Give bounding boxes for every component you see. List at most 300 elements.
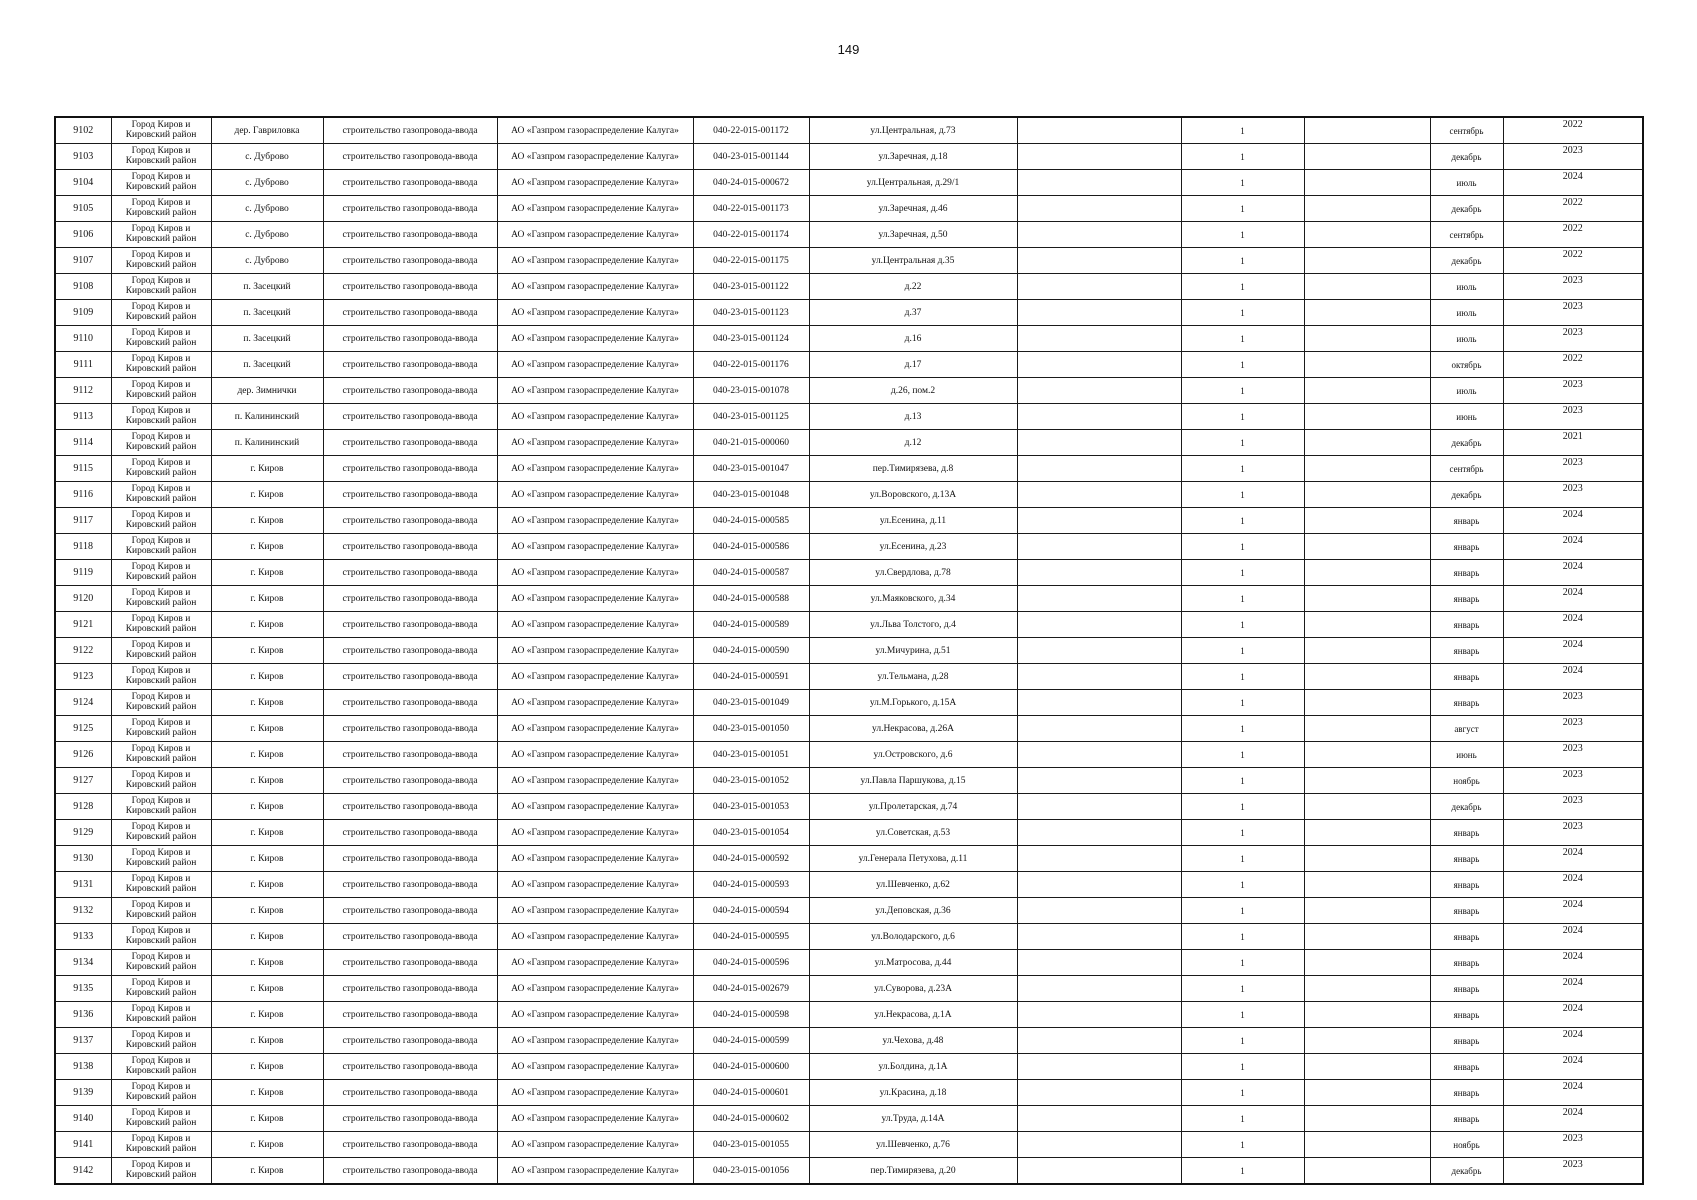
object-code-cell: 040-22-015-001172 — [693, 117, 809, 144]
municipality-cell: Город Киров и Кировский район — [111, 352, 211, 378]
municipality-cell: Город Киров и Кировский район — [111, 612, 211, 638]
organization-cell: АО «Газпром газораспределение Калуга» — [497, 482, 693, 508]
municipality-cell: Город Киров и Кировский район — [111, 404, 211, 430]
quantity-cell: 1 — [1181, 820, 1304, 846]
work-type-cell: строительство газопровода-ввода — [323, 274, 497, 300]
row-number-cell: 9129 — [55, 820, 111, 846]
year-cell: 2024 — [1503, 976, 1643, 1002]
address-cell: ул.Центральная, д.73 — [809, 117, 1017, 144]
work-type-cell: строительство газопровода-ввода — [323, 768, 497, 794]
table-row — [55, 1158, 1643, 1185]
table-row — [55, 612, 1643, 638]
month-cell: январь — [1430, 898, 1503, 924]
object-code-cell: 040-24-015-000595 — [693, 924, 809, 950]
organization-cell: АО «Газпром газораспределение Калуга» — [497, 872, 693, 898]
empty-cell — [1017, 170, 1181, 196]
row-number-cell: 9135 — [55, 976, 111, 1002]
object-code-cell: 040-23-015-001047 — [693, 456, 809, 482]
empty-cell — [1017, 300, 1181, 326]
municipality-cell: Город Киров и Кировский район — [111, 664, 211, 690]
month-cell: июль — [1430, 326, 1503, 352]
row-number-cell: 9120 — [55, 586, 111, 612]
work-type-cell: строительство газопровода-ввода — [323, 170, 497, 196]
object-code-cell: 040-23-015-001123 — [693, 300, 809, 326]
address-cell: ул.Болдина, д.1А — [809, 1054, 1017, 1080]
organization-cell: АО «Газпром газораспределение Калуга» — [497, 976, 693, 1002]
address-cell: пер.Тимирязева, д.8 — [809, 456, 1017, 482]
row-number-cell: 9116 — [55, 482, 111, 508]
municipality-cell: Город Киров и Кировский район — [111, 326, 211, 352]
settlement-cell: дер. Гавриловка — [211, 117, 323, 144]
work-type-cell: строительство газопровода-ввода — [323, 196, 497, 222]
row-number-cell: 9136 — [55, 1002, 111, 1028]
municipality-cell: Город Киров и Кировский район — [111, 1132, 211, 1158]
settlement-cell: г. Киров — [211, 794, 323, 820]
empty-cell — [1017, 1028, 1181, 1054]
month-cell: декабрь — [1430, 1158, 1503, 1185]
settlement-cell: с. Дуброво — [211, 222, 323, 248]
empty-cell — [1017, 742, 1181, 768]
municipality-cell: Город Киров и Кировский район — [111, 872, 211, 898]
month-cell: июнь — [1430, 742, 1503, 768]
settlement-cell: г. Киров — [211, 976, 323, 1002]
empty-cell — [1017, 482, 1181, 508]
settlement-cell: п. Калининский — [211, 430, 323, 456]
empty-cell — [1304, 794, 1430, 820]
address-cell: ул.Заречная, д.18 — [809, 144, 1017, 170]
month-cell: январь — [1430, 820, 1503, 846]
settlement-cell: г. Киров — [211, 1002, 323, 1028]
object-code-cell: 040-24-015-000598 — [693, 1002, 809, 1028]
address-cell: ул.Советская, д.53 — [809, 820, 1017, 846]
object-code-cell: 040-23-015-001048 — [693, 482, 809, 508]
empty-cell — [1017, 1002, 1181, 1028]
municipality-cell: Город Киров и Кировский район — [111, 950, 211, 976]
table-row — [55, 378, 1643, 404]
address-cell: д.12 — [809, 430, 1017, 456]
row-number-cell: 9127 — [55, 768, 111, 794]
settlement-cell: г. Киров — [211, 1158, 323, 1185]
empty-cell — [1017, 1132, 1181, 1158]
object-code-cell: 040-23-015-001050 — [693, 716, 809, 742]
object-code-cell: 040-23-015-001053 — [693, 794, 809, 820]
municipality-cell: Город Киров и Кировский район — [111, 482, 211, 508]
empty-cell — [1017, 924, 1181, 950]
row-number-cell: 9138 — [55, 1054, 111, 1080]
settlement-cell: г. Киров — [211, 638, 323, 664]
empty-cell — [1304, 950, 1430, 976]
organization-cell: АО «Газпром газораспределение Калуга» — [497, 1080, 693, 1106]
month-cell: январь — [1430, 508, 1503, 534]
empty-cell — [1017, 1080, 1181, 1106]
settlement-cell: п. Засецкий — [211, 300, 323, 326]
municipality-cell: Город Киров и Кировский район — [111, 638, 211, 664]
table-row — [55, 456, 1643, 482]
organization-cell: АО «Газпром газораспределение Калуга» — [497, 326, 693, 352]
quantity-cell: 1 — [1181, 586, 1304, 612]
table-row — [55, 820, 1643, 846]
address-cell: пер.Тимирязева, д.20 — [809, 1158, 1017, 1185]
organization-cell: АО «Газпром газораспределение Калуга» — [497, 456, 693, 482]
table-row — [55, 1028, 1643, 1054]
month-cell: июль — [1430, 170, 1503, 196]
empty-cell — [1304, 300, 1430, 326]
quantity-cell: 1 — [1181, 924, 1304, 950]
table-row — [55, 482, 1643, 508]
empty-cell — [1304, 170, 1430, 196]
empty-cell — [1304, 117, 1430, 144]
empty-cell — [1017, 846, 1181, 872]
object-code-cell: 040-24-015-002679 — [693, 976, 809, 1002]
table-row — [55, 1054, 1643, 1080]
empty-cell — [1017, 430, 1181, 456]
empty-cell — [1017, 117, 1181, 144]
address-cell: ул.Пролетарская, д.74 — [809, 794, 1017, 820]
month-cell: декабрь — [1430, 430, 1503, 456]
table-row — [55, 1106, 1643, 1132]
address-cell: ул.Чехова, д.48 — [809, 1028, 1017, 1054]
work-type-cell: строительство газопровода-ввода — [323, 560, 497, 586]
quantity-cell: 1 — [1181, 300, 1304, 326]
work-type-cell: строительство газопровода-ввода — [323, 976, 497, 1002]
quantity-cell: 1 — [1181, 1002, 1304, 1028]
empty-cell — [1304, 768, 1430, 794]
organization-cell: АО «Газпром газораспределение Калуга» — [497, 1002, 693, 1028]
municipality-cell: Город Киров и Кировский район — [111, 820, 211, 846]
month-cell: январь — [1430, 976, 1503, 1002]
quantity-cell: 1 — [1181, 378, 1304, 404]
row-number-cell: 9140 — [55, 1106, 111, 1132]
organization-cell: АО «Газпром газораспределение Калуга» — [497, 898, 693, 924]
page-number: 149 — [837, 42, 860, 57]
organization-cell: АО «Газпром газораспределение Калуга» — [497, 508, 693, 534]
empty-cell — [1304, 586, 1430, 612]
municipality-cell: Город Киров и Кировский район — [111, 1080, 211, 1106]
settlement-cell: г. Киров — [211, 1054, 323, 1080]
organization-cell: АО «Газпром газораспределение Калуга» — [497, 196, 693, 222]
table-row — [55, 1080, 1643, 1106]
address-cell: ул.Заречная, д.50 — [809, 222, 1017, 248]
year-cell: 2024 — [1503, 586, 1643, 612]
settlement-cell: г. Киров — [211, 482, 323, 508]
year-cell: 2024 — [1503, 1106, 1643, 1132]
municipality-cell: Город Киров и Кировский район — [111, 716, 211, 742]
year-cell: 2023 — [1503, 326, 1643, 352]
year-cell: 2024 — [1503, 872, 1643, 898]
object-code-cell: 040-24-015-000602 — [693, 1106, 809, 1132]
empty-cell — [1017, 326, 1181, 352]
table-row — [55, 117, 1643, 144]
address-cell: ул.Некрасова, д.1А — [809, 1002, 1017, 1028]
quantity-cell: 1 — [1181, 742, 1304, 768]
work-type-cell: строительство газопровода-ввода — [323, 638, 497, 664]
table-row — [55, 716, 1643, 742]
organization-cell: АО «Газпром газораспределение Калуга» — [497, 560, 693, 586]
work-type-cell: строительство газопровода-ввода — [323, 300, 497, 326]
quantity-cell: 1 — [1181, 222, 1304, 248]
row-number-cell: 9122 — [55, 638, 111, 664]
address-cell: ул.Красина, д.18 — [809, 1080, 1017, 1106]
municipality-cell: Город Киров и Кировский район — [111, 274, 211, 300]
object-code-cell: 040-23-015-001056 — [693, 1158, 809, 1185]
year-cell: 2024 — [1503, 950, 1643, 976]
municipality-cell: Город Киров и Кировский район — [111, 1054, 211, 1080]
work-type-cell: строительство газопровода-ввода — [323, 1080, 497, 1106]
object-code-cell: 040-24-015-000588 — [693, 586, 809, 612]
address-cell: ул.Труда, д.14А — [809, 1106, 1017, 1132]
month-cell: октябрь — [1430, 352, 1503, 378]
quantity-cell: 1 — [1181, 950, 1304, 976]
address-cell: д.26, пом.2 — [809, 378, 1017, 404]
month-cell: январь — [1430, 534, 1503, 560]
work-type-cell: строительство газопровода-ввода — [323, 404, 497, 430]
settlement-cell: г. Киров — [211, 664, 323, 690]
work-type-cell: строительство газопровода-ввода — [323, 1028, 497, 1054]
object-code-cell: 040-23-015-001078 — [693, 378, 809, 404]
month-cell: январь — [1430, 924, 1503, 950]
month-cell: январь — [1430, 872, 1503, 898]
object-code-cell: 040-24-015-000585 — [693, 508, 809, 534]
quantity-cell: 1 — [1181, 1106, 1304, 1132]
quantity-cell: 1 — [1181, 196, 1304, 222]
empty-cell — [1304, 560, 1430, 586]
empty-cell — [1304, 144, 1430, 170]
object-code-cell: 040-23-015-001124 — [693, 326, 809, 352]
empty-cell — [1304, 508, 1430, 534]
table-row — [55, 846, 1643, 872]
object-code-cell: 040-24-015-000601 — [693, 1080, 809, 1106]
municipality-cell: Город Киров и Кировский район — [111, 196, 211, 222]
object-code-cell: 040-24-015-000590 — [693, 638, 809, 664]
table-row — [55, 742, 1643, 768]
row-number-cell: 9137 — [55, 1028, 111, 1054]
year-cell: 2021 — [1503, 430, 1643, 456]
row-number-cell: 9103 — [55, 144, 111, 170]
object-code-cell: 040-24-015-000591 — [693, 664, 809, 690]
settlement-cell: п. Засецкий — [211, 326, 323, 352]
year-cell: 2024 — [1503, 898, 1643, 924]
quantity-cell: 1 — [1181, 1028, 1304, 1054]
table-row — [55, 534, 1643, 560]
object-code-cell: 040-24-015-000600 — [693, 1054, 809, 1080]
municipality-cell: Город Киров и Кировский район — [111, 768, 211, 794]
address-cell: ул.Павла Паршукова, д.15 — [809, 768, 1017, 794]
address-cell: ул.Некрасова, д.26А — [809, 716, 1017, 742]
address-cell: ул.Центральная, д.29/1 — [809, 170, 1017, 196]
organization-cell: АО «Газпром газораспределение Калуга» — [497, 638, 693, 664]
row-number-cell: 9124 — [55, 690, 111, 716]
settlement-cell: г. Киров — [211, 716, 323, 742]
empty-cell — [1017, 898, 1181, 924]
empty-cell — [1304, 1028, 1430, 1054]
settlement-cell: г. Киров — [211, 820, 323, 846]
year-cell: 2024 — [1503, 612, 1643, 638]
work-type-cell: строительство газопровода-ввода — [323, 586, 497, 612]
year-cell: 2024 — [1503, 1080, 1643, 1106]
quantity-cell: 1 — [1181, 144, 1304, 170]
month-cell: июль — [1430, 378, 1503, 404]
work-type-cell: строительство газопровода-ввода — [323, 690, 497, 716]
object-code-cell: 040-24-015-000594 — [693, 898, 809, 924]
address-cell: ул.М.Горького, д.15А — [809, 690, 1017, 716]
row-number-cell: 9133 — [55, 924, 111, 950]
table-row — [55, 274, 1643, 300]
empty-cell — [1017, 950, 1181, 976]
quantity-cell: 1 — [1181, 352, 1304, 378]
table-row — [55, 144, 1643, 170]
month-cell: январь — [1430, 1080, 1503, 1106]
organization-cell: АО «Газпром газораспределение Калуга» — [497, 144, 693, 170]
work-type-cell: строительство газопровода-ввода — [323, 1002, 497, 1028]
table-row — [55, 1002, 1643, 1028]
organization-cell: АО «Газпром газораспределение Калуга» — [497, 664, 693, 690]
organization-cell: АО «Газпром газораспределение Калуга» — [497, 690, 693, 716]
object-code-cell: 040-24-015-000672 — [693, 170, 809, 196]
municipality-cell: Город Киров и Кировский район — [111, 794, 211, 820]
empty-cell — [1017, 222, 1181, 248]
table-row — [55, 950, 1643, 976]
empty-cell — [1304, 716, 1430, 742]
work-type-cell: строительство газопровода-ввода — [323, 1158, 497, 1185]
work-type-cell: строительство газопровода-ввода — [323, 898, 497, 924]
year-cell: 2023 — [1503, 1158, 1643, 1185]
municipality-cell: Город Киров и Кировский район — [111, 222, 211, 248]
organization-cell: АО «Газпром газораспределение Калуга» — [497, 300, 693, 326]
settlement-cell: с. Дуброво — [211, 248, 323, 274]
row-number-cell: 9105 — [55, 196, 111, 222]
address-cell: ул.Мичурина, д.51 — [809, 638, 1017, 664]
row-number-cell: 9121 — [55, 612, 111, 638]
year-cell: 2024 — [1503, 924, 1643, 950]
row-number-cell: 9109 — [55, 300, 111, 326]
month-cell: ноябрь — [1430, 1132, 1503, 1158]
quantity-cell: 1 — [1181, 638, 1304, 664]
settlement-cell: г. Киров — [211, 1132, 323, 1158]
month-cell: август — [1430, 716, 1503, 742]
settlement-cell: г. Киров — [211, 560, 323, 586]
row-number-cell: 9111 — [55, 352, 111, 378]
month-cell: январь — [1430, 1054, 1503, 1080]
address-cell: д.17 — [809, 352, 1017, 378]
object-code-cell: 040-23-015-001125 — [693, 404, 809, 430]
month-cell: ноябрь — [1430, 768, 1503, 794]
table-row — [55, 690, 1643, 716]
settlement-cell: дер. Зимнички — [211, 378, 323, 404]
empty-cell — [1017, 248, 1181, 274]
municipality-cell: Город Киров и Кировский район — [111, 508, 211, 534]
quantity-cell: 1 — [1181, 482, 1304, 508]
settlement-cell: г. Киров — [211, 456, 323, 482]
municipality-cell: Город Киров и Кировский район — [111, 1158, 211, 1185]
year-cell: 2023 — [1503, 300, 1643, 326]
row-number-cell: 9126 — [55, 742, 111, 768]
settlement-cell: п. Калининский — [211, 404, 323, 430]
empty-cell — [1304, 898, 1430, 924]
municipality-cell: Город Киров и Кировский район — [111, 742, 211, 768]
address-cell: ул.Маяковского, д.34 — [809, 586, 1017, 612]
year-cell: 2022 — [1503, 248, 1643, 274]
empty-cell — [1017, 690, 1181, 716]
year-cell: 2024 — [1503, 1054, 1643, 1080]
month-cell: июль — [1430, 274, 1503, 300]
address-cell: д.22 — [809, 274, 1017, 300]
table-row — [55, 560, 1643, 586]
month-cell: январь — [1430, 1028, 1503, 1054]
municipality-cell: Город Киров и Кировский район — [111, 1106, 211, 1132]
quantity-cell: 1 — [1181, 534, 1304, 560]
object-code-cell: 040-24-015-000599 — [693, 1028, 809, 1054]
address-cell: ул.Островского, д.6 — [809, 742, 1017, 768]
empty-cell — [1017, 508, 1181, 534]
empty-cell — [1304, 274, 1430, 300]
empty-cell — [1017, 794, 1181, 820]
row-number-cell: 9119 — [55, 560, 111, 586]
table-body — [55, 117, 1643, 1184]
empty-cell — [1017, 586, 1181, 612]
settlement-cell: г. Киров — [211, 690, 323, 716]
year-cell: 2023 — [1503, 404, 1643, 430]
municipality-cell: Город Киров и Кировский район — [111, 300, 211, 326]
work-type-cell: строительство газопровода-ввода — [323, 1106, 497, 1132]
municipality-cell: Город Киров и Кировский район — [111, 378, 211, 404]
table-row — [55, 924, 1643, 950]
year-cell: 2024 — [1503, 560, 1643, 586]
row-number-cell: 9118 — [55, 534, 111, 560]
row-number-cell: 9108 — [55, 274, 111, 300]
municipality-cell: Город Киров и Кировский район — [111, 456, 211, 482]
municipality-cell: Город Киров и Кировский район — [111, 170, 211, 196]
year-cell: 2023 — [1503, 378, 1643, 404]
address-cell: д.13 — [809, 404, 1017, 430]
month-cell: январь — [1430, 586, 1503, 612]
month-cell: январь — [1430, 690, 1503, 716]
work-type-cell: строительство газопровода-ввода — [323, 716, 497, 742]
row-number-cell: 9102 — [55, 117, 111, 144]
empty-cell — [1304, 534, 1430, 560]
object-code-cell: 040-22-015-001173 — [693, 196, 809, 222]
quantity-cell: 1 — [1181, 508, 1304, 534]
organization-cell: АО «Газпром газораспределение Калуга» — [497, 222, 693, 248]
row-number-cell: 9141 — [55, 1132, 111, 1158]
object-code-cell: 040-23-015-001049 — [693, 690, 809, 716]
empty-cell — [1017, 144, 1181, 170]
row-number-cell: 9134 — [55, 950, 111, 976]
year-cell: 2024 — [1503, 664, 1643, 690]
year-cell: 2023 — [1503, 794, 1643, 820]
empty-cell — [1017, 378, 1181, 404]
empty-cell — [1017, 196, 1181, 222]
settlement-cell: г. Киров — [211, 534, 323, 560]
work-type-cell: строительство газопровода-ввода — [323, 222, 497, 248]
table-row — [55, 196, 1643, 222]
row-number-cell: 9106 — [55, 222, 111, 248]
quantity-cell: 1 — [1181, 716, 1304, 742]
row-number-cell: 9113 — [55, 404, 111, 430]
empty-cell — [1017, 872, 1181, 898]
year-cell: 2024 — [1503, 638, 1643, 664]
table-row — [55, 404, 1643, 430]
empty-cell — [1304, 1158, 1430, 1185]
month-cell: январь — [1430, 560, 1503, 586]
empty-cell — [1304, 1106, 1430, 1132]
object-code-cell: 040-23-015-001122 — [693, 274, 809, 300]
empty-cell — [1017, 976, 1181, 1002]
organization-cell: АО «Газпром газораспределение Калуга» — [497, 248, 693, 274]
work-type-cell: строительство газопровода-ввода — [323, 378, 497, 404]
municipality-cell: Город Киров и Кировский район — [111, 976, 211, 1002]
settlement-cell: с. Дуброво — [211, 170, 323, 196]
organization-cell: АО «Газпром газораспределение Калуга» — [497, 794, 693, 820]
